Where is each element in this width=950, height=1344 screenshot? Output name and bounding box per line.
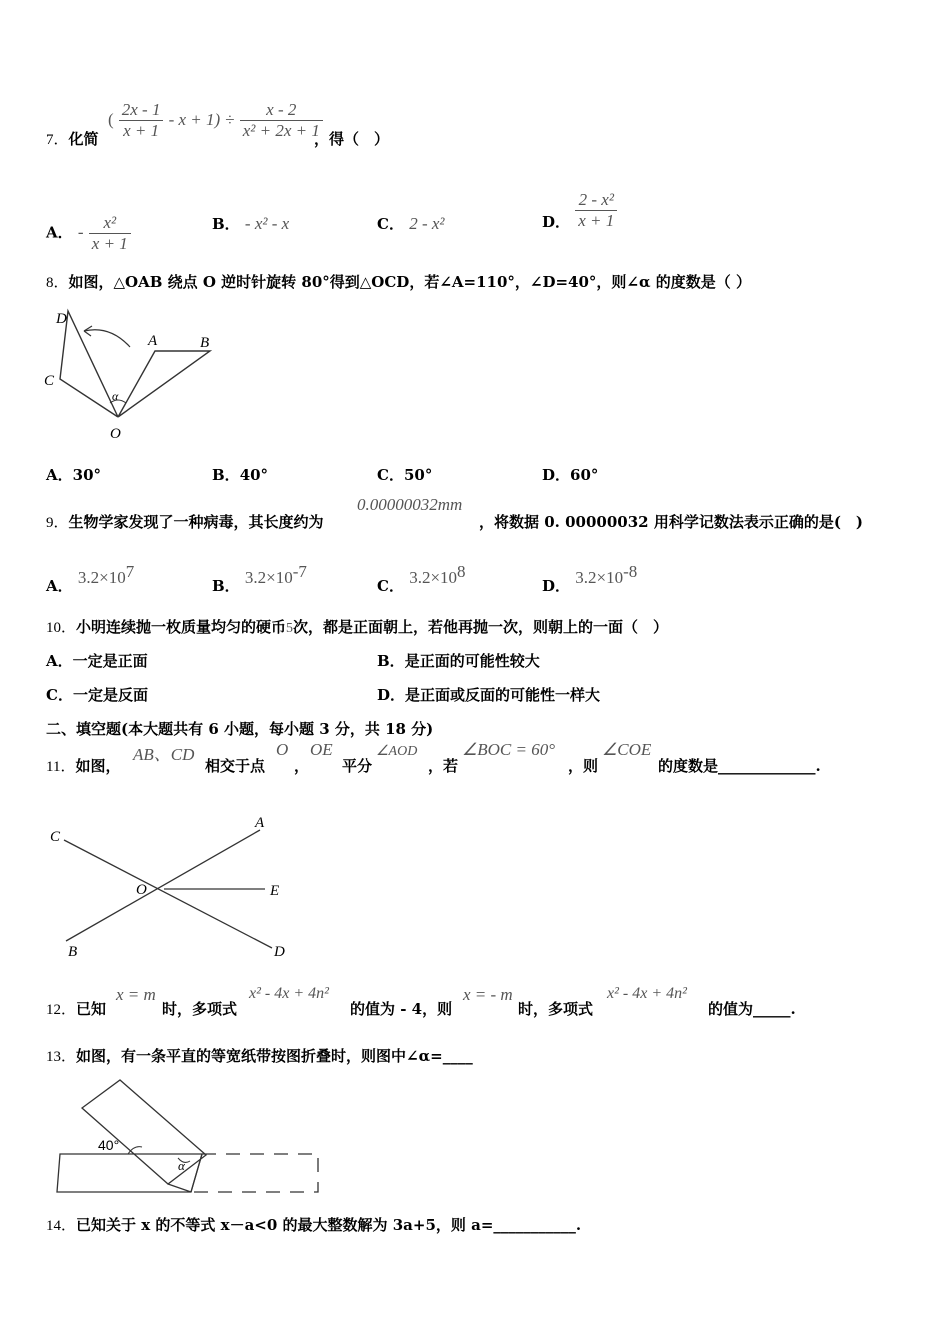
q10-option-d[interactable]: D．是正面或反面的可能性一样大 <box>377 686 601 704</box>
rotation-arrow <box>84 330 130 347</box>
q8-figure <box>40 305 225 445</box>
q9-option-d[interactable]: D． $3.2\times 10^{-8}$ <box>542 562 638 595</box>
label-b: B <box>200 335 210 351</box>
q8-stem: 8．如图，△OAB 绕点 O 逆时针旋转 80°得到△OCD，若∠A=110°，∠D=40°，则∠α 的度数是（ ） <box>46 273 751 291</box>
svg-text:α: α <box>178 1158 185 1173</box>
svg-text:D: D <box>274 944 285 960</box>
q8-option-c[interactable]: C．50° <box>377 466 433 484</box>
line-cd <box>64 840 272 948</box>
q7-suffix: ，得（ ） <box>314 130 390 148</box>
label-alpha: α <box>112 389 119 403</box>
section-heading: 二、填空题(本大题共有 6 小题，每小题 3 分，共 18 分) <box>46 720 434 738</box>
label-d: D <box>56 311 67 327</box>
unfolded-dashed-outline <box>191 1154 318 1192</box>
label-c: C <box>44 373 55 389</box>
q9-stem-1: 9．生物学家发现了一种病毒，其长度约为 <box>46 513 324 531</box>
q7-option-d[interactable]: D． $\frac{\text{2 - x²}}{x + 1}$ <box>542 190 617 231</box>
q10-option-c[interactable]: C．一定是反面 <box>46 686 148 704</box>
q10-option-b[interactable]: B．是正面的可能性较大 <box>377 652 540 670</box>
svg-text:B: B <box>68 944 78 960</box>
q9-option-c[interactable]: C． $3.2\times 10^8$ <box>377 562 466 595</box>
q10-option-a[interactable]: A．一定是正面 <box>46 652 148 670</box>
q7-number: 7． <box>46 132 69 148</box>
q9-value: 0.00000032mm <box>357 495 463 514</box>
q8-option-d[interactable]: D．60° <box>542 466 599 484</box>
q7-stem: 7．化简 <box>46 130 99 148</box>
q7-option-b[interactable]: B． - x² - x <box>212 214 290 233</box>
svg-text:C: C <box>50 829 61 845</box>
q7-fraction-1: $\frac{2x - 1}{x + 1}$ <box>119 100 164 141</box>
triangle-oab <box>118 351 210 417</box>
q11-figure <box>40 810 300 965</box>
q10-stem: 10．小明连续抛一枚质量均匀的硬币5次，都是正面朝上，若他再抛一次，则朝上的一面（ ） <box>46 618 669 636</box>
q7-option-a[interactable]: A． - $\frac{\text{x²}}{x + 1}$ <box>46 213 131 254</box>
q13-figure <box>50 1075 330 1200</box>
q14-stem: 14．已知关于 x 的不等式 x－a<0 的最大整数解为 3a+5，则 a=___________. <box>46 1216 582 1234</box>
svg-text:O: O <box>136 882 147 898</box>
q7-expression: ( $\frac{2x - 1}{x + 1}$ - x + 1) ÷ $\frac{x - 2}{\text{x² + 2x + 1}}$ <box>108 100 323 141</box>
q8-option-b[interactable]: B．40° <box>212 466 269 484</box>
label-a: A <box>148 333 158 349</box>
triangle-ocd <box>60 311 118 417</box>
line-ab <box>66 830 260 941</box>
svg-text:40°: 40° <box>98 1137 120 1153</box>
q9-option-b[interactable]: B． $3.2\times 10^{-7}$ <box>212 562 307 595</box>
q12-stem: 12．已知 <box>46 1000 107 1018</box>
label-o: O <box>110 426 121 442</box>
q7-fraction-2: $\frac{x - 2}{\text{x² + 2x + 1}}$ <box>240 100 323 141</box>
q8-option-a[interactable]: A．30° <box>46 466 102 484</box>
q11-math-ab-cd: AB、CD <box>133 745 195 764</box>
q9-stem-2: ，将数据 0. 00000032 用科学记数法表示正确的是( ) <box>479 513 864 531</box>
q7-option-c[interactable]: C． 2 - x² <box>377 214 445 233</box>
svg-text:E: E <box>270 883 280 899</box>
q9-option-a[interactable]: A． $3.2\times 10^7$ <box>46 562 135 595</box>
folded-strip-top <box>82 1080 206 1184</box>
q13-stem: 13．如图，有一条平直的等宽纸带按图折叠时，则图中∠α=____ <box>46 1047 473 1065</box>
svg-text:A: A <box>255 815 265 831</box>
q11-stem: 11．如图， <box>46 757 121 775</box>
